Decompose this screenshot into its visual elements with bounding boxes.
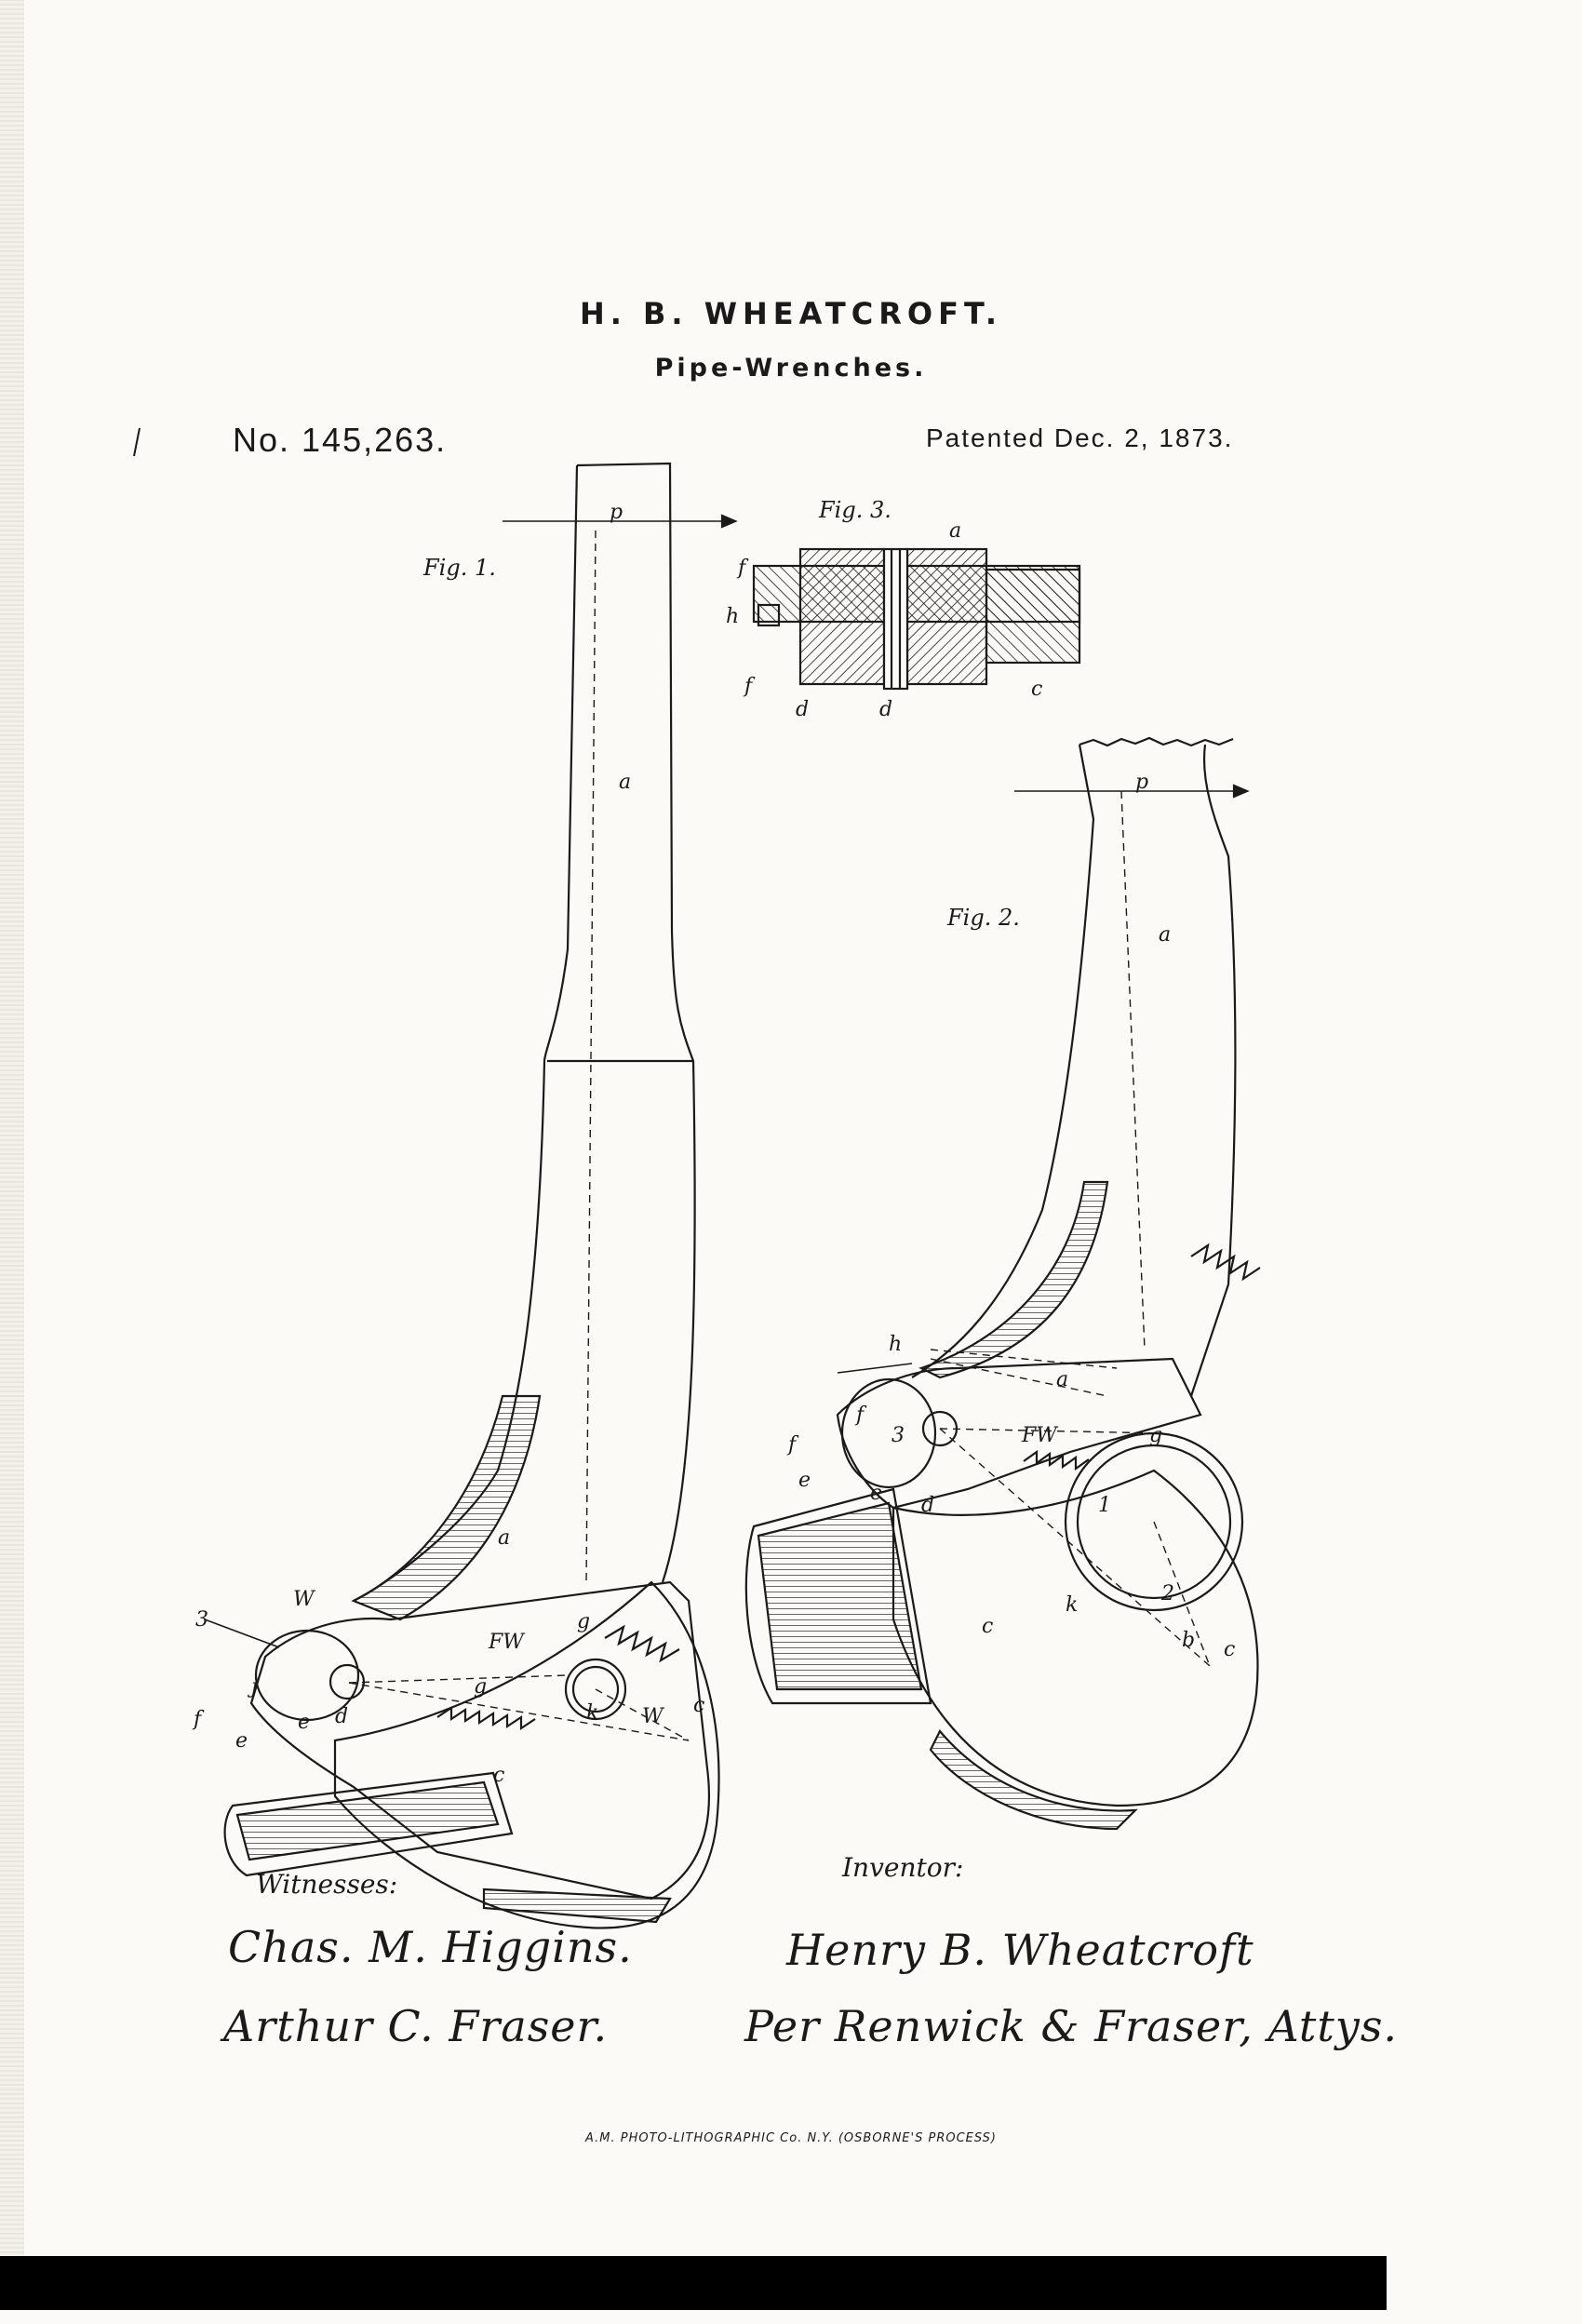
patent-number: No. 145,263. [233,421,448,459]
fig2-label: Fig. 2. [947,905,1020,931]
figure-2 [746,738,1260,1829]
ref-f2-fig2: f [788,1433,797,1457]
ref-h-fig3: h [726,605,740,628]
scan-border [0,2256,1387,2310]
fig1-back-hatch [354,1396,540,1619]
ref-a-fig1: a [498,1526,511,1550]
ref-g2-fig1: g [474,1675,488,1699]
ref-f-fig1: f [194,1708,202,1731]
witnesses-label: Witnesses: [256,1869,398,1900]
ref-f-fig3-bottom: f [744,675,753,698]
attorney-signature: Per Renwick & Fraser, Attys. [744,2001,1399,2051]
ref-d-fig3-left: d [796,698,810,721]
ref-c2-fig2: c [1224,1638,1236,1661]
fig3-pin [884,549,907,689]
ref-f-fig2: f [856,1404,865,1427]
patent-date: Patented Dec. 2, 1873. [926,423,1234,452]
ref-e2-fig2: e [870,1482,883,1505]
ref-a-fig3: a [949,519,962,543]
invention-title: Pipe-Wrenches. [654,354,928,383]
ref-g-fig2: g [1149,1424,1163,1447]
ref-c-fig1: c [693,1694,705,1717]
ref-fw-fig2: FW [1022,1424,1057,1447]
witness-signature-2: Arthur C. Fraser. [223,2001,609,2051]
fig3-label: Fig. 3. [819,497,892,523]
ref-c-fig3: c [1031,678,1043,701]
ref-p-fig1: p [610,501,623,524]
printer-credit: A.M. PHOTO-LITHOGRAPHIC Co. N.Y. (OSBORNE'S PROCESS) [585,2131,997,2145]
ref-1-fig2: 1 [1098,1494,1111,1517]
ref-h-fig2: h [889,1333,903,1356]
ref-b-fig2: b [1182,1629,1196,1652]
ref-j-fig1: j [251,1675,258,1699]
ref-5-fig1: 3 [195,1608,208,1632]
fig1-handle-left [354,465,577,1601]
ref-e-fig1: e [298,1711,311,1734]
ref-d-fig3-right: d [879,698,893,721]
ref-a-fig2: a [1056,1368,1069,1391]
ref-f-fig3-top: f [738,557,746,580]
figure-3 [754,549,1079,689]
fig2-back-hatch [921,1182,1107,1377]
fig3-right-block [907,549,986,684]
ref-2-fig2: 2 [1161,1582,1174,1605]
ref-p-fig2: p [1135,771,1149,794]
fig1-handle [577,463,695,1582]
ref-w-fig1: W [293,1588,315,1611]
ref-a-fig1-top: a [619,771,632,794]
ref-d-fig2: d [921,1494,935,1517]
inventor-signature: Henry B. Wheatcroft [786,1925,1254,1975]
ref-c2-fig1: c [493,1764,505,1787]
ref-e2-fig1: e [235,1729,248,1753]
ref-fw-fig1: FW [489,1631,524,1654]
ref-a-fig2-top: a [1159,923,1172,947]
witness-signature-1: Chas. M. Higgins. [228,1922,633,1972]
ref-3-fig2: 3 [892,1424,905,1447]
ref-k-fig2: k [1066,1593,1079,1617]
fig3-left-block [800,549,884,684]
ref-e-fig2: e [798,1469,811,1492]
inventor-label: Inventor: [842,1852,964,1883]
margin-mark [134,428,140,456]
fig1-pivot [330,1665,364,1699]
fig1-teeth [437,1708,535,1728]
ref-g-fig1: g [577,1610,591,1633]
fig1-label: Fig. 1. [423,555,496,581]
ref-bigw-fig1: W [642,1705,664,1728]
ref-d-fig1: d [335,1705,349,1728]
ref-c-fig2: c [982,1615,994,1638]
ref-k-fig1: k [586,1701,599,1725]
inventor-name: H. B. WHEATCROFT. [579,296,1003,331]
fig1-jaw [251,1582,709,1899]
